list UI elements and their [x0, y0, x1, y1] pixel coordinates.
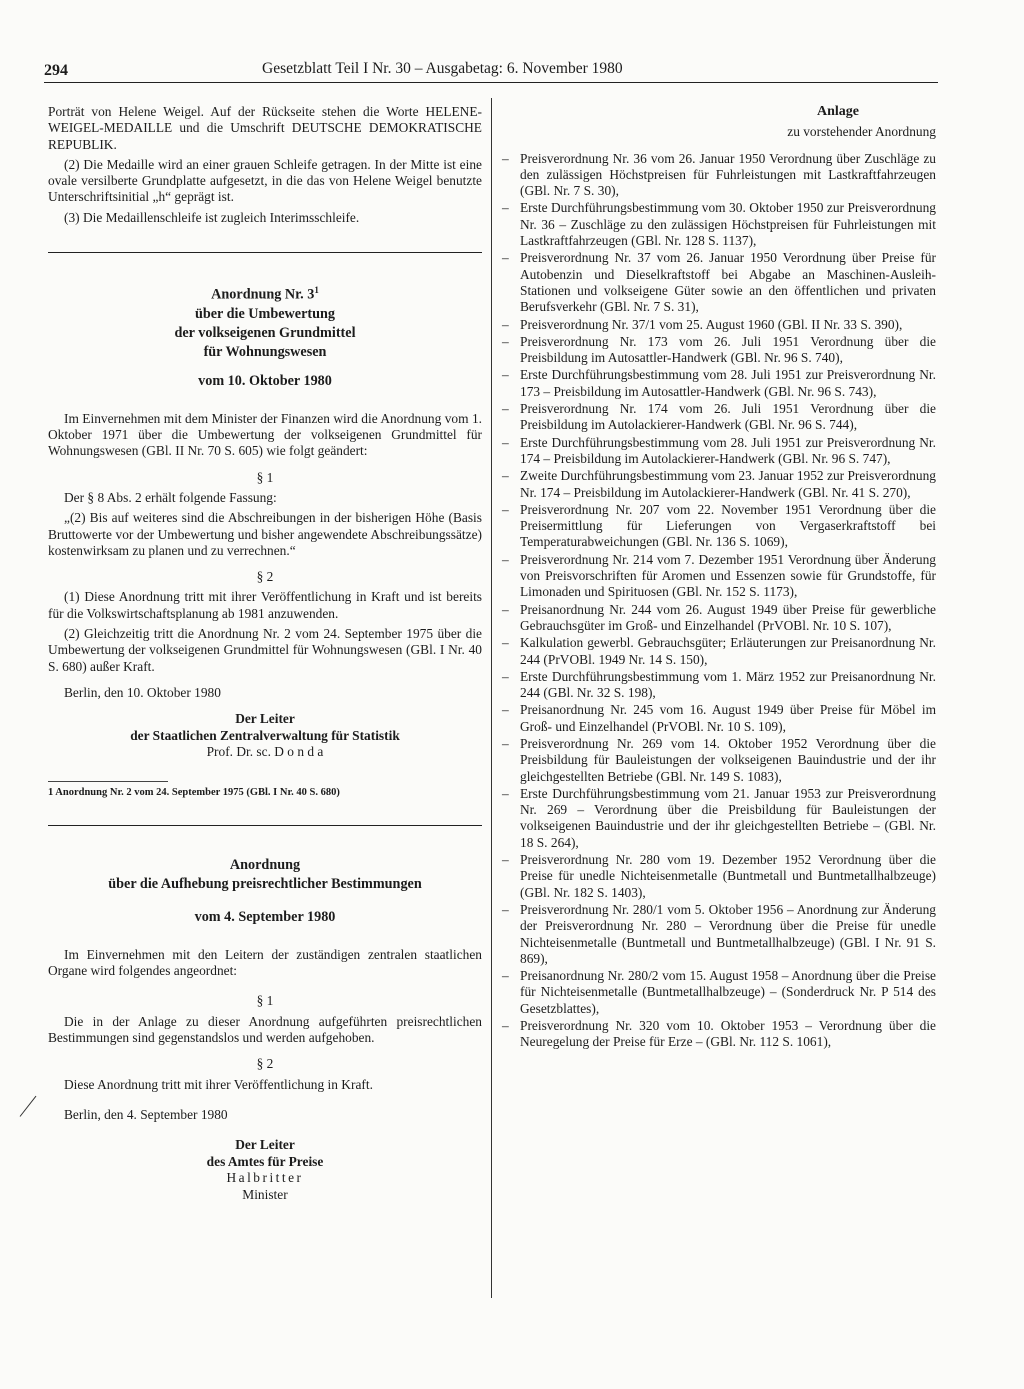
list-item-text: Erste Durchführungsbestimmung vom 1. März 1952 zur Preisanordnung Nr. 244 (GBl. Nr. 32 S. 198), [520, 668, 936, 701]
list-item [500, 200, 936, 249]
order2-title-line2: über die Aufhebung preisrechtlicher Bestimmungen [108, 875, 422, 892]
list-item [500, 435, 936, 468]
list-item-text: Preisverordnung Nr. 214 vom 7. Dezember 1951 Verordnung über Änderung von Preisvorschriften für Aromen und Essenzen sowie für Grundstoffe, für Limonaden und Spirituosen (GBl. Nr. 152 S. 1173), [520, 551, 936, 600]
list-item-text: Preisverordnung Nr. 37 vom 26. Januar 1950 Verordnung über Preise für Autobenzin und Dieselkraftstoff bei Abgabe an Maschinen-Ausleih-Stationen und volkseigene Güter sowie an den öffentlichen und privaten Berufsverkehr (GBl. Nr. 7 S. 31), [520, 250, 936, 315]
order2-date: vom 4. September 1980 [194, 908, 336, 925]
order1-title [48, 281, 482, 362]
order2-signature-block [48, 1137, 482, 1170]
list-item-text: Zweite Durchführungsbestimmung vom 23. Januar 1952 zur Preisverordnung Nr. 174 – Preisbildung im Autolackierer-Handwerk (GBl. Nr. 41 S. 270), [520, 468, 936, 500]
list-dash: – [502, 316, 509, 332]
list-item-text: Erste Durchführungsbestimmung vom 28. Juli 1951 zur Preisverordnung Nr. 174 – Preisbildung im Autolackierer-Handwerk (GBl. Nr. 96 S. 747), [520, 434, 936, 466]
list-item [500, 602, 936, 635]
list-dash: – [502, 1018, 509, 1034]
order1-section1-text: Der § 8 Abs. 2 erhält folgende Fassung: [64, 490, 277, 505]
order1-date: vom 10. Oktober 1980 [198, 372, 332, 389]
list-dash: – [502, 785, 509, 801]
list-dash: – [502, 968, 509, 984]
right-column [500, 104, 936, 1051]
list-item-text: Preisanordnung Nr. 280/2 vom 15. August 1958 – Anordnung über die Preise für Nichteisenmetalle (Buntmetallhalbzeuge) – (Sonderdruck Nr. P 514 des Gesetzblattes), [520, 968, 936, 1016]
list-item [500, 250, 936, 315]
order1-section2-para2: (2) Gleichzeitig tritt die Anordnung Nr. 2 vom 24. September 1975 über die Umbewertung der volkseigenen Grundmittel für Wohnungswesen (GBl. I Nr. 40 S. 680) außer Kraft. [48, 626, 482, 674]
list-item-text: Kalkulation gewerbl. Gebrauchsgüter; Erläuterungen zur Preisanordnung Nr. 244 (PrVOBl. 1949 Nr. 14 S. 150), [520, 635, 936, 667]
order2-signature-line2: des Amtes für Preise [206, 1153, 324, 1169]
order1-signatory-name: Prof. Dr. sc. D o n d a [206, 744, 324, 760]
list-item [500, 334, 936, 367]
list-dash: – [502, 367, 509, 383]
order1-section2-heading: § 2 [256, 569, 274, 585]
order2-preamble: Im Einvernehmen mit den Leitern der zuständigen zentralen staatlichen Organe wird folgendes angeordnet: [48, 946, 482, 979]
list-item [500, 552, 936, 601]
list-item-text: Preisverordnung Nr. 280 vom 19. Dezember 1952 Verordnung über die Preise für unedle Nichteisenmetalle (Buntmetall und Buntmetallhalbzeuge) (GBl. Nr. 182 S. 1403), [520, 852, 936, 900]
order2-section2-text: Diese Anordnung tritt mit ihrer Veröffentlichung in Kraft. [64, 1076, 373, 1092]
list-item-text: Preisverordnung Nr. 36 vom 26. Januar 1950 Verordnung über Zuschläge zu den zulässigen Höchstpreisen für Fuhrleistungen mit Lastkraftfahrzeugen (GBl. Nr. 7 S. 30), [520, 150, 936, 199]
left-column [48, 104, 482, 1203]
list-dash: – [502, 434, 509, 450]
order2-title-line1: Anordnung [229, 856, 301, 873]
list-dash: – [502, 735, 509, 751]
list-item [500, 669, 936, 702]
list-item-text: Preisanordnung Nr. 245 vom 16. August 1949 über Preise für Möbel im Groß- und Einzelhandel (PrVOBl. Nr. 10 S. 109), [520, 702, 936, 734]
list-item-text: Erste Durchführungsbestimmung vom 30. Oktober 1950 zur Preisverordnung Nr. 36 – Zuschläge zu den zulässigen Höchstpreisen für Fuhrleistungen mit Lastkraftfahrzeugen (GBl. Nr. 128 S. 1137), [520, 200, 936, 249]
list-dash: – [502, 401, 509, 417]
order2-signatory-role: Minister [242, 1186, 288, 1202]
list-dash: – [502, 551, 509, 567]
list-dash: – [502, 150, 509, 166]
list-item [500, 317, 936, 333]
list-dash: – [502, 901, 509, 917]
list-item [500, 367, 936, 400]
list-item [500, 702, 936, 735]
list-item-text: Preisverordnung Nr. 173 vom 26. Juli 1951 Verordnung über die Preisbildung im Autosattler-Handwerk (GBl. Nr. 96 S. 740), [520, 333, 936, 366]
list-item-text: Preisanordnung Nr. 244 vom 26. August 1949 über Preise für gewerbliche Gebrauchsgüter im Groß- und Einzelhandel (PrVOBl. Nr. 10 S. 107), [520, 601, 936, 633]
list-item-text: Preisverordnung Nr. 174 vom 26. Juli 1951 Verordnung über die Preisbildung im Autolackierer-Handwerk (GBl. Nr. 96 S. 744), [520, 401, 936, 433]
order2-signatory-name: Halbritter [226, 1170, 304, 1186]
list-dash: – [502, 702, 509, 718]
order2-section2-heading: § 2 [256, 1056, 274, 1072]
order2-section1-heading: § 1 [256, 993, 274, 1009]
list-dash: – [502, 200, 509, 216]
list-dash: – [502, 468, 509, 484]
list-item-text: Preisverordnung Nr. 280/1 vom 5. Oktober 1956 – Anordnung zur Änderung der Preisverordnung Nr. 280 – Verordnung über die Preise für unedle Nichteisenmetalle (Buntmetall und Buntmetallhalbzeuge) (GBl. I Nr. 91 S. 869), [520, 901, 936, 966]
list-item [500, 1018, 936, 1051]
list-item [500, 401, 936, 434]
list-item [500, 468, 936, 501]
list-item-text: Preisverordnung Nr. 207 vom 22. November 1951 Verordnung über die Preisermittlung für Lieferungen von Vergaserkraftstoff bei Temperaturabweichungen (GBl. Nr. 136 S. 1069), [520, 501, 936, 550]
order2-title [48, 856, 482, 894]
order1-section2-para1: (1) Diese Anordnung tritt mit ihrer Veröffentlichung in Kraft und ist bereits für die Volkswirtschaftsplanung ab 1981 anzuwenden. [48, 589, 482, 621]
header-rule [44, 82, 938, 83]
margin-pencil-mark [20, 1096, 37, 1117]
list-item [500, 786, 936, 851]
order1-footnote: 1 Anordnung Nr. 2 vom 24. September 1975 (GBl. I Nr. 40 S. 680) [48, 786, 340, 798]
list-item-text: Preisverordnung Nr. 37/1 vom 25. August 1960 (GBl. II Nr. 33 S. 390), [520, 316, 903, 332]
list-item [500, 852, 936, 901]
order2-section1-text: Die in der Anlage zu dieser Anordnung aufgeführten preisrechtlichen Bestimmungen sind gegenstandslos und werden aufgehoben. [48, 1013, 482, 1045]
section-rule-2 [48, 825, 482, 826]
intro-paragraph-2: (2) Die Medaille wird an einer grauen Schleife getragen. In der Mitte ist eine ovale versilberte Grundplatte aufgesetzt, in die das von Helene Weigel benutzte Unterschriftsinitial „h“ geprägt ist. [48, 156, 482, 205]
list-dash: – [502, 852, 509, 868]
page-number: 294 [44, 62, 68, 79]
intro-paragraph-3: (3) Die Medaillenschleife ist zugleich Interimsschleife. [64, 209, 360, 225]
list-dash: – [502, 501, 509, 517]
anlage-title: Anlage [817, 104, 859, 119]
order2-place-date: Berlin, den 4. September 1980 [64, 1106, 228, 1122]
list-item [500, 635, 936, 668]
list-item [500, 968, 936, 1017]
footnote-marker: 1 [314, 285, 319, 296]
order2-signature-line1: Der Leiter [235, 1137, 295, 1153]
order1-section1-quote: „(2) Bis auf weiteres sind die Abschreibungen in der bisherigen Höhe (Basis Bruttowerte vor der Umbewertung und bisher angewendete Abschreibungssätze) kostenwirksam zu planen und zu verrechnen.“ [48, 510, 482, 558]
list-item-text: Preisverordnung Nr. 320 vom 10. Oktober 1953 – Verordnung über die Neuregelung der Preise für Erze – (GBl. Nr. 112 S. 1061), [520, 1018, 936, 1050]
running-head: Gesetzblatt Teil I Nr. 30 – Ausgabetag: 6. November 1980 [262, 60, 623, 77]
list-dash: – [502, 333, 509, 349]
order1-signature-line2: der Staatlichen Zentralverwaltung für Statistik [130, 727, 400, 743]
list-dash: – [502, 635, 509, 651]
list-item [500, 151, 936, 200]
order1-title-line2: über die Umbewertung [194, 305, 336, 322]
list-item [500, 502, 936, 551]
list-item-text: Erste Durchführungsbestimmung vom 21. Januar 1953 zur Preisverordnung Nr. 269 – Verordnung über die Preisbildung für Bauleistungen der volkseigenen Bauindustrie und der ihr gleichgestellten Betriebe – (GBl. Nr. 18 S. 264), [520, 785, 936, 850]
order1-signature-line1: Der Leiter [235, 711, 295, 727]
list-item-text: Preisverordnung Nr. 269 vom 14. Oktober 1952 Verordnung über die Preisbildung für Bauleistungen der volkseigenen Bauindustrie und der ihr gleichgestellten Betriebe (GBl. Nr. 149 S. 1083), [520, 735, 936, 784]
list-dash: – [502, 668, 509, 684]
order1-title-line3: der volkseigenen Grundmittel [174, 324, 356, 341]
list-dash: – [502, 601, 509, 617]
section-rule [48, 252, 482, 253]
order1-section1-heading: § 1 [256, 469, 274, 485]
order1-signature-block [48, 711, 482, 744]
list-dash: – [502, 250, 509, 266]
list-item [500, 736, 936, 785]
list-item-text: Erste Durchführungsbestimmung vom 28. Juli 1951 zur Preisverordnung Nr. 173 – Preisbildung im Autosattler-Handwerk (GBl. Nr. 96 S. 743), [520, 367, 936, 399]
order1-title-line4: für Wohnungswesen [203, 343, 327, 360]
column-divider [491, 98, 492, 1298]
footnote-rule [48, 781, 168, 782]
order1-preamble: Im Einvernehmen mit dem Minister der Finanzen wird die Anordnung vom 1. Oktober 1971 über die Umbewertung der volkseigenen Grundmittel für Wohnungswesen (GBl. II Nr. 70 S. 605) wie folgt geändert: [48, 410, 482, 459]
order1-place-date: Berlin, den 10. Oktober 1980 [64, 684, 221, 700]
repealed-provisions-list [500, 151, 936, 1051]
order1-title-line1: Anordnung Nr. 3 [211, 286, 315, 303]
anlage-subtitle: zu vorstehender Anordnung [787, 124, 936, 140]
intro-paragraph-1: Porträt von Helene Weigel. Auf der Rückseite stehen die Worte HELENE-WEIGEL-MEDAILLE und die Umschrift DEUTSCHE DEMOKRATISCHE REPUBLIK. [48, 104, 482, 152]
list-item [500, 902, 936, 967]
